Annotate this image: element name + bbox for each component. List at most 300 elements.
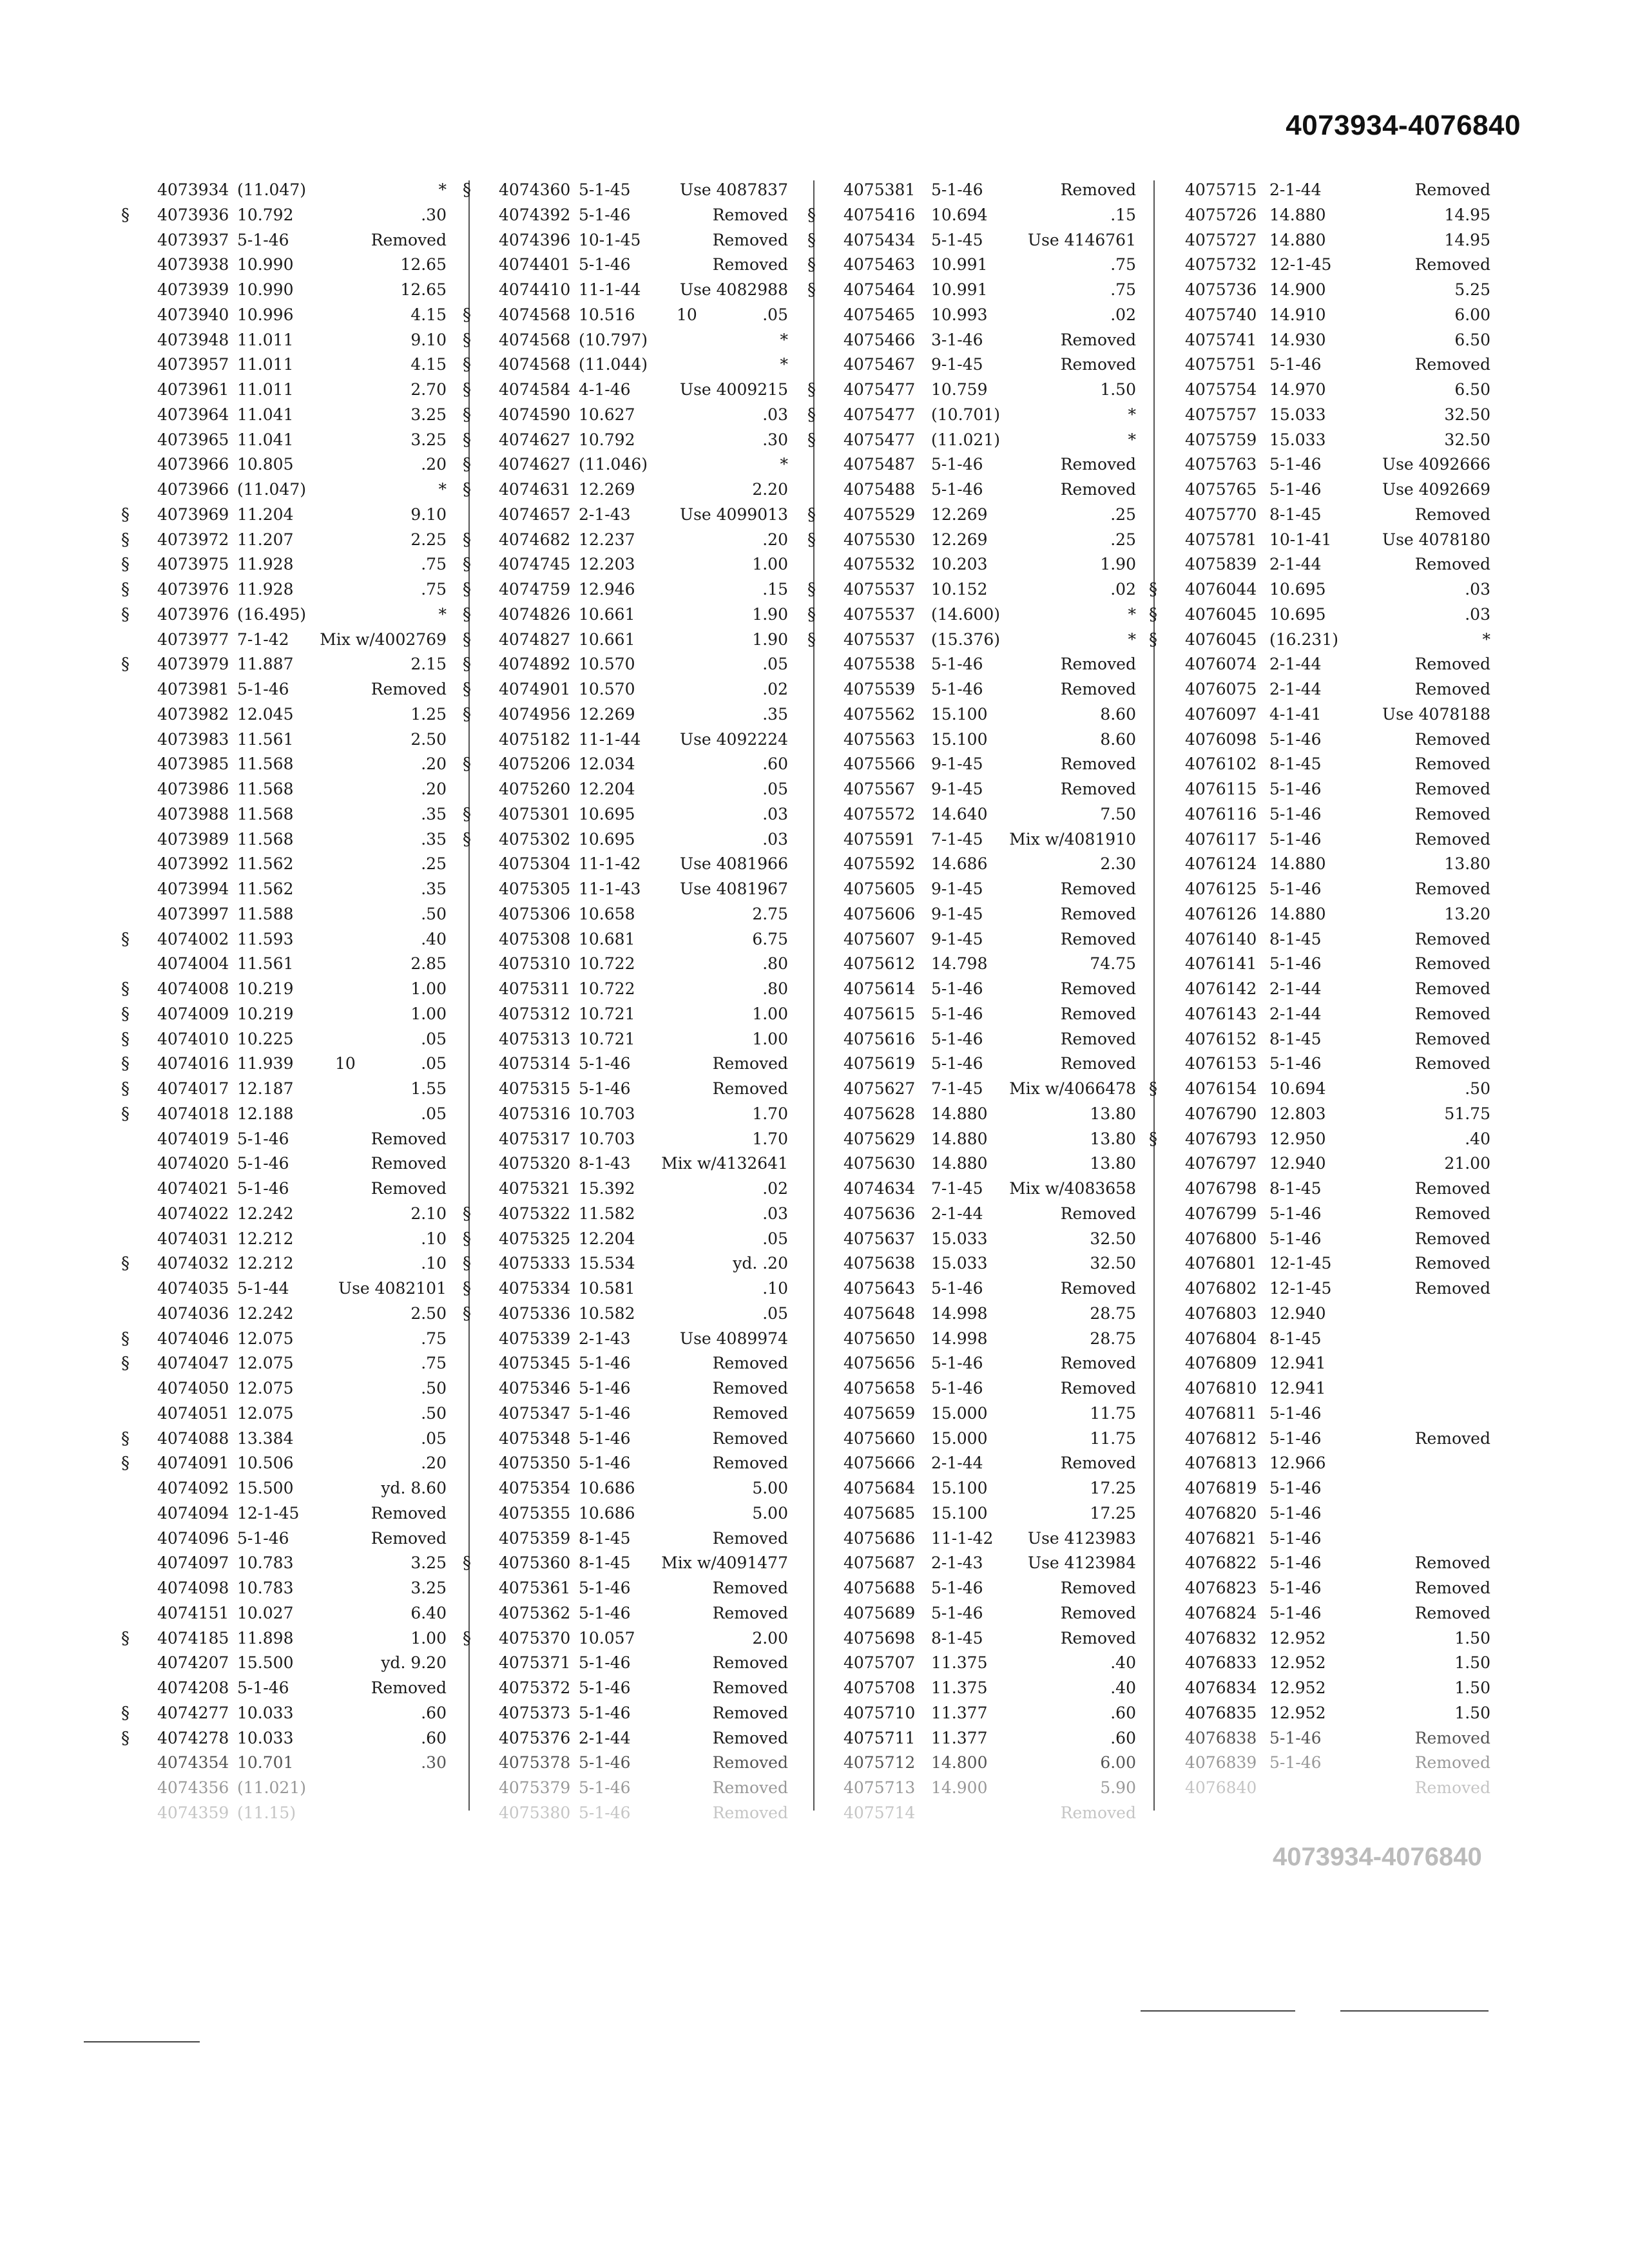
reference: 11.377 xyxy=(931,1728,988,1747)
patent-number: 4075380 xyxy=(499,1803,571,1822)
value: .03 xyxy=(762,829,788,849)
table-row xyxy=(116,677,461,702)
table-row xyxy=(1144,1651,1505,1676)
patent-number: 4074682 xyxy=(499,530,571,549)
reference: 2-1-44 xyxy=(931,1204,983,1223)
table-row xyxy=(802,1002,1150,1027)
table-row xyxy=(802,1251,1150,1276)
reference: 12.212 xyxy=(237,1254,294,1273)
table-row xyxy=(802,1726,1150,1751)
patent-number: 4075488 xyxy=(843,480,916,499)
table-row xyxy=(802,827,1150,852)
table-row xyxy=(802,1077,1150,1102)
table-row xyxy=(116,1202,461,1227)
patent-number: 4075708 xyxy=(843,1678,916,1697)
patent-number: 4075477 xyxy=(843,380,916,399)
reference: 14.880 xyxy=(1269,904,1326,923)
patent-number: 4076813 xyxy=(1185,1454,1257,1473)
listing-column-1 xyxy=(116,178,461,1826)
patent-number: 4076125 xyxy=(1185,879,1257,898)
value: * xyxy=(438,480,447,499)
value: .60 xyxy=(421,1728,447,1747)
reference: 11-1-44 xyxy=(579,729,641,749)
reference: 5-1-46 xyxy=(1269,1204,1322,1223)
patent-number: 4074568 xyxy=(499,330,571,349)
table-row xyxy=(116,452,461,477)
table-row xyxy=(116,1701,461,1726)
patent-number: 4073981 xyxy=(157,680,229,698)
value: .50 xyxy=(421,1403,447,1423)
reference: 5-1-46 xyxy=(579,1678,631,1697)
section-mark: § xyxy=(121,1329,130,1349)
reference: 12.952 xyxy=(1269,1628,1326,1648)
table-row xyxy=(1144,1476,1505,1501)
reference: 10.152 xyxy=(931,580,988,599)
patent-number: 4073983 xyxy=(157,729,229,749)
value: Use 4092666 xyxy=(1382,455,1490,474)
reference: 15.534 xyxy=(579,1254,635,1273)
patent-number: 4075612 xyxy=(843,954,916,974)
section-mark: § xyxy=(1149,580,1157,599)
patent-number: 4074185 xyxy=(157,1628,229,1648)
value: Use 4078188 xyxy=(1382,704,1490,724)
patent-number: 4074021 xyxy=(157,1179,229,1198)
patent-number: 4075416 xyxy=(843,205,916,224)
reference: (16.495) xyxy=(237,604,306,624)
patent-number: 4074096 xyxy=(157,1528,229,1548)
value: Removed xyxy=(1060,455,1136,474)
value: .02 xyxy=(762,1179,788,1198)
reference: 5-1-46 xyxy=(1269,1054,1322,1073)
reference: 14.998 xyxy=(931,1303,988,1323)
patent-number: 4075619 xyxy=(843,1054,916,1073)
section-mark: § xyxy=(463,555,471,575)
reference: 2-1-43 xyxy=(579,1329,631,1348)
value: .60 xyxy=(1110,1728,1136,1747)
reference: 5-1-46 xyxy=(579,1603,631,1622)
reference: 5-1-46 xyxy=(1269,1528,1322,1548)
table-row xyxy=(458,902,802,927)
reference: 12.952 xyxy=(1269,1703,1326,1722)
value: Removed xyxy=(1414,829,1490,849)
reference: 14.800 xyxy=(931,1753,988,1773)
patent-number: 4076140 xyxy=(1185,929,1257,948)
value: .03 xyxy=(762,1204,788,1223)
section-mark: § xyxy=(121,1703,130,1723)
patent-number: 4075751 xyxy=(1185,355,1257,374)
patent-number: 4075354 xyxy=(499,1479,571,1497)
patent-number: 4075305 xyxy=(499,879,571,898)
reference: 10.027 xyxy=(237,1603,294,1622)
patent-number: 4076809 xyxy=(1185,1354,1257,1373)
section-mark: § xyxy=(121,505,130,524)
reference: 11-1-42 xyxy=(931,1528,994,1548)
value: .03 xyxy=(1465,604,1490,624)
section-mark: § xyxy=(121,1079,130,1099)
reference: 14.686 xyxy=(931,854,988,874)
table-row xyxy=(802,702,1150,727)
patent-number: 4074151 xyxy=(157,1603,229,1622)
patent-number: 4075765 xyxy=(1185,480,1257,499)
value: .30 xyxy=(421,1753,447,1773)
table-row xyxy=(116,1127,461,1152)
section-mark: § xyxy=(463,704,471,724)
value: 1.90 xyxy=(1100,555,1136,574)
patent-number: 4075302 xyxy=(499,829,571,849)
patent-number: 4074892 xyxy=(499,655,571,674)
patent-number: 4076126 xyxy=(1185,904,1257,923)
patent-number: 4075347 xyxy=(499,1403,571,1423)
patent-number: 4075350 xyxy=(499,1454,571,1473)
value: Removed xyxy=(1414,780,1490,798)
patent-number: 4075607 xyxy=(843,929,916,948)
patent-number: 4073961 xyxy=(157,380,229,399)
patent-number: 4075314 xyxy=(499,1054,571,1073)
value: .50 xyxy=(1465,1079,1490,1098)
patent-number: 4074568 xyxy=(499,355,571,374)
patent-number: 4075660 xyxy=(843,1428,916,1448)
value: Removed xyxy=(371,680,447,698)
reference: 5-1-46 xyxy=(237,1129,289,1148)
table-row xyxy=(802,1451,1150,1476)
reference: 11.561 xyxy=(237,954,294,974)
table-row xyxy=(802,1401,1150,1427)
reference: 10.991 xyxy=(931,280,988,299)
value: 2.70 xyxy=(410,380,447,399)
reference: 5-1-46 xyxy=(1269,355,1322,374)
patent-number: 4075361 xyxy=(499,1579,571,1597)
section-mark: § xyxy=(463,655,471,675)
table-row xyxy=(1144,1576,1505,1601)
reference: 10.993 xyxy=(931,305,988,324)
section-mark: § xyxy=(463,804,471,824)
patent-number: 4074627 xyxy=(499,430,571,449)
value: 17.25 xyxy=(1090,1479,1136,1497)
value: Use 4081966 xyxy=(680,854,788,874)
table-row xyxy=(458,528,802,553)
reference: 12.212 xyxy=(237,1229,294,1248)
reference: 12.803 xyxy=(1269,1104,1326,1123)
value: Removed xyxy=(712,1079,788,1098)
value: 1.50 xyxy=(1454,1628,1490,1648)
value: Removed xyxy=(1060,1379,1136,1398)
table-row xyxy=(802,1227,1150,1252)
section-mark: § xyxy=(121,1428,130,1448)
patent-number: 4076154 xyxy=(1185,1079,1257,1098)
patent-number: 4074401 xyxy=(499,255,571,274)
section-mark: § xyxy=(1149,1079,1157,1099)
reference: 5-1-46 xyxy=(1269,729,1322,749)
value: 13.80 xyxy=(1090,1154,1136,1173)
table-row xyxy=(116,827,461,852)
reference: 11.939 xyxy=(237,1054,294,1073)
value: .35 xyxy=(421,879,447,898)
reference: 5-1-45 xyxy=(931,230,983,249)
reference: 11.011 xyxy=(237,330,294,349)
value: Removed xyxy=(712,1403,788,1423)
value: .05 xyxy=(762,305,788,324)
table-row xyxy=(1144,952,1505,977)
table-row xyxy=(1144,503,1505,528)
patent-number: 4075713 xyxy=(843,1778,916,1797)
value: Removed xyxy=(1060,1004,1136,1023)
table-row xyxy=(1144,577,1505,602)
reference: 11.011 xyxy=(237,380,294,399)
section-mark: § xyxy=(121,555,130,575)
reference: 11.561 xyxy=(237,729,294,749)
patent-number: 4075648 xyxy=(843,1303,916,1323)
table-row xyxy=(1144,628,1505,653)
patent-number: 4076798 xyxy=(1185,1179,1257,1198)
value: Removed xyxy=(712,1354,788,1373)
patent-number: 4075638 xyxy=(843,1254,916,1273)
value: 5.00 xyxy=(752,1503,788,1523)
reference: 10.695 xyxy=(1269,580,1326,599)
reference: 11.375 xyxy=(931,1678,988,1697)
reference: 5-1-46 xyxy=(579,1428,631,1448)
patent-number: 4073936 xyxy=(157,205,229,224)
section-mark: § xyxy=(121,1454,130,1474)
reference: 10.694 xyxy=(931,205,988,224)
table-row xyxy=(802,1776,1150,1801)
reference: 10.219 xyxy=(237,1004,294,1023)
table-row xyxy=(1144,752,1505,777)
value: .20 xyxy=(421,754,447,774)
patent-number: 4074631 xyxy=(499,480,571,499)
reference: 12.941 xyxy=(1269,1354,1326,1373)
value: 1.70 xyxy=(752,1104,788,1123)
patent-number: 4076838 xyxy=(1185,1728,1257,1747)
patent-number: 4075313 xyxy=(499,1029,571,1048)
patent-number: 4075317 xyxy=(499,1129,571,1148)
reference: 8-1-43 xyxy=(579,1154,631,1173)
table-row xyxy=(116,1077,461,1102)
patent-number: 4076116 xyxy=(1185,804,1257,823)
patent-number: 4075346 xyxy=(499,1379,571,1398)
patent-number: 4075487 xyxy=(843,455,916,474)
table-row xyxy=(458,203,802,228)
table-row xyxy=(1144,228,1505,253)
value: Removed xyxy=(712,1753,788,1773)
reference: 12-1-45 xyxy=(1269,255,1332,274)
patent-number: 4075334 xyxy=(499,1279,571,1298)
reference: 5-1-46 xyxy=(1269,1229,1322,1248)
value: Removed xyxy=(371,230,447,249)
reference: (16.231) xyxy=(1269,629,1338,649)
reference: 4-1-46 xyxy=(579,380,631,399)
table-row xyxy=(1144,1327,1505,1352)
stray-mark xyxy=(84,2041,200,2042)
section-mark: § xyxy=(463,430,471,450)
value: 32.50 xyxy=(1444,430,1490,449)
reference: 5-1-46 xyxy=(579,1379,631,1398)
table-row xyxy=(458,428,802,453)
reference: 5-1-46 xyxy=(1269,455,1322,474)
patent-number: 4075339 xyxy=(499,1329,571,1348)
table-row xyxy=(1144,1376,1505,1401)
reference: 14.900 xyxy=(1269,280,1326,299)
value: Removed xyxy=(1060,1628,1136,1648)
patent-number: 4073948 xyxy=(157,330,229,349)
table-row xyxy=(1144,528,1505,553)
value: 1.90 xyxy=(752,629,788,649)
reference: 10.695 xyxy=(579,829,635,849)
table-row xyxy=(802,628,1150,653)
reference: 12.204 xyxy=(579,780,635,798)
table-row xyxy=(802,1351,1150,1376)
reference: 10.219 xyxy=(237,979,294,998)
reference: (10.797) xyxy=(579,330,648,349)
table-row xyxy=(458,777,802,802)
value: * xyxy=(1482,629,1490,649)
patent-number: 4076143 xyxy=(1185,1004,1257,1023)
reference: 11.041 xyxy=(237,430,294,449)
patent-number: 4075537 xyxy=(843,629,916,649)
table-row xyxy=(458,628,802,653)
reference: 9-1-45 xyxy=(931,355,983,374)
reference: 8-1-45 xyxy=(1269,505,1322,524)
table-row xyxy=(458,1052,802,1077)
note: 10 xyxy=(335,1054,356,1073)
value: 9.10 xyxy=(410,505,447,524)
value: 2.10 xyxy=(410,1204,447,1223)
reference: 10.506 xyxy=(237,1454,294,1473)
value: .25 xyxy=(421,854,447,874)
section-mark: § xyxy=(1149,604,1157,624)
patent-number: 4073938 xyxy=(157,255,229,274)
table-row xyxy=(1144,1626,1505,1651)
value: Removed xyxy=(1414,1428,1490,1448)
table-row xyxy=(116,752,461,777)
table-row xyxy=(802,1551,1150,1576)
value: Removed xyxy=(1414,1778,1490,1797)
reference: 5-1-46 xyxy=(1269,1403,1322,1423)
patent-number: 4075562 xyxy=(843,704,916,724)
table-row xyxy=(116,403,461,428)
patent-number: 4076832 xyxy=(1185,1628,1257,1648)
section-mark: § xyxy=(121,1004,130,1024)
value: Mix w/4081910 xyxy=(1009,829,1136,849)
table-row xyxy=(116,1676,461,1701)
value: .05 xyxy=(762,1229,788,1248)
section-mark: § xyxy=(121,979,130,999)
value: Removed xyxy=(712,1603,788,1622)
section-mark: § xyxy=(121,655,130,675)
value: .30 xyxy=(421,205,447,224)
table-row xyxy=(1144,1276,1505,1302)
value: 2.85 xyxy=(410,954,447,974)
value: Removed xyxy=(1060,180,1136,199)
table-row xyxy=(802,1701,1150,1726)
table-row xyxy=(116,727,461,753)
value: 4.15 xyxy=(410,355,447,374)
section-mark: § xyxy=(463,1553,471,1573)
reference: 9-1-45 xyxy=(931,780,983,798)
reference: 5-1-46 xyxy=(1269,804,1322,823)
reference: 5-1-46 xyxy=(1269,1579,1322,1597)
reference: 12-1-45 xyxy=(1269,1279,1332,1298)
patent-number: 4075616 xyxy=(843,1029,916,1048)
patent-number: 4074050 xyxy=(157,1379,229,1398)
reference: 5-1-46 xyxy=(237,1154,289,1173)
value: Removed xyxy=(1414,355,1490,374)
patent-number: 4075345 xyxy=(499,1354,571,1373)
table-row xyxy=(802,1276,1150,1302)
patent-number: 4074051 xyxy=(157,1403,229,1423)
table-row xyxy=(458,677,802,702)
reference: 5-1-46 xyxy=(237,230,289,249)
section-mark: § xyxy=(807,230,816,250)
reference: 5-1-46 xyxy=(1269,480,1322,499)
patent-number: 4073957 xyxy=(157,355,229,374)
table-row xyxy=(1144,802,1505,827)
section-mark: § xyxy=(463,1254,471,1274)
table-row xyxy=(1144,1002,1505,1027)
table-row xyxy=(1144,677,1505,702)
patent-number: 4076821 xyxy=(1185,1528,1257,1548)
section-mark: § xyxy=(463,380,471,399)
section-mark: § xyxy=(121,1628,130,1648)
value: .02 xyxy=(1110,580,1136,599)
section-mark: § xyxy=(463,754,471,774)
table-row xyxy=(116,1451,461,1476)
table-row xyxy=(1144,1077,1505,1102)
reference: 10.627 xyxy=(579,405,635,424)
patent-number: 4075373 xyxy=(499,1703,571,1722)
patent-number: 4075372 xyxy=(499,1678,571,1697)
reference: 14.970 xyxy=(1269,380,1326,399)
patent-number: 4075566 xyxy=(843,754,916,774)
value: Removed xyxy=(1414,1579,1490,1597)
patent-number: 4074047 xyxy=(157,1354,229,1373)
reference: (11.047) xyxy=(237,180,306,199)
reference: 5-1-46 xyxy=(931,1029,983,1048)
table-row xyxy=(458,403,802,428)
reference: (15.376) xyxy=(931,629,1000,649)
table-row xyxy=(116,328,461,353)
patent-number: 4075567 xyxy=(843,780,916,798)
patent-number: 4073972 xyxy=(157,530,229,549)
reference: 10.686 xyxy=(579,1503,635,1523)
value: .35 xyxy=(421,829,447,849)
value: Removed xyxy=(1060,1603,1136,1622)
value: 1.00 xyxy=(752,1029,788,1048)
table-row xyxy=(1144,1501,1505,1526)
patent-number: 4075592 xyxy=(843,854,916,874)
table-row xyxy=(458,1102,802,1127)
value: 1.55 xyxy=(410,1079,447,1098)
section-mark: § xyxy=(807,280,816,300)
value: Removed xyxy=(1414,680,1490,698)
section-mark: § xyxy=(463,355,471,375)
value: 1.00 xyxy=(410,1004,447,1023)
reference: 5-1-46 xyxy=(237,1179,289,1198)
value: Removed xyxy=(1414,954,1490,974)
reference: (11.046) xyxy=(579,455,648,474)
table-row xyxy=(802,652,1150,677)
value: 1.25 xyxy=(410,704,447,724)
table-row xyxy=(458,877,802,902)
patent-number: 4075650 xyxy=(843,1329,916,1348)
value: .10 xyxy=(421,1229,447,1248)
table-row xyxy=(116,602,461,628)
reference: 10.783 xyxy=(237,1553,294,1573)
table-row xyxy=(116,777,461,802)
note: 10 xyxy=(677,305,697,324)
patent-number: 4074019 xyxy=(157,1129,229,1148)
reference: 5-1-46 xyxy=(931,1379,983,1398)
patent-number: 4076045 xyxy=(1185,629,1257,649)
